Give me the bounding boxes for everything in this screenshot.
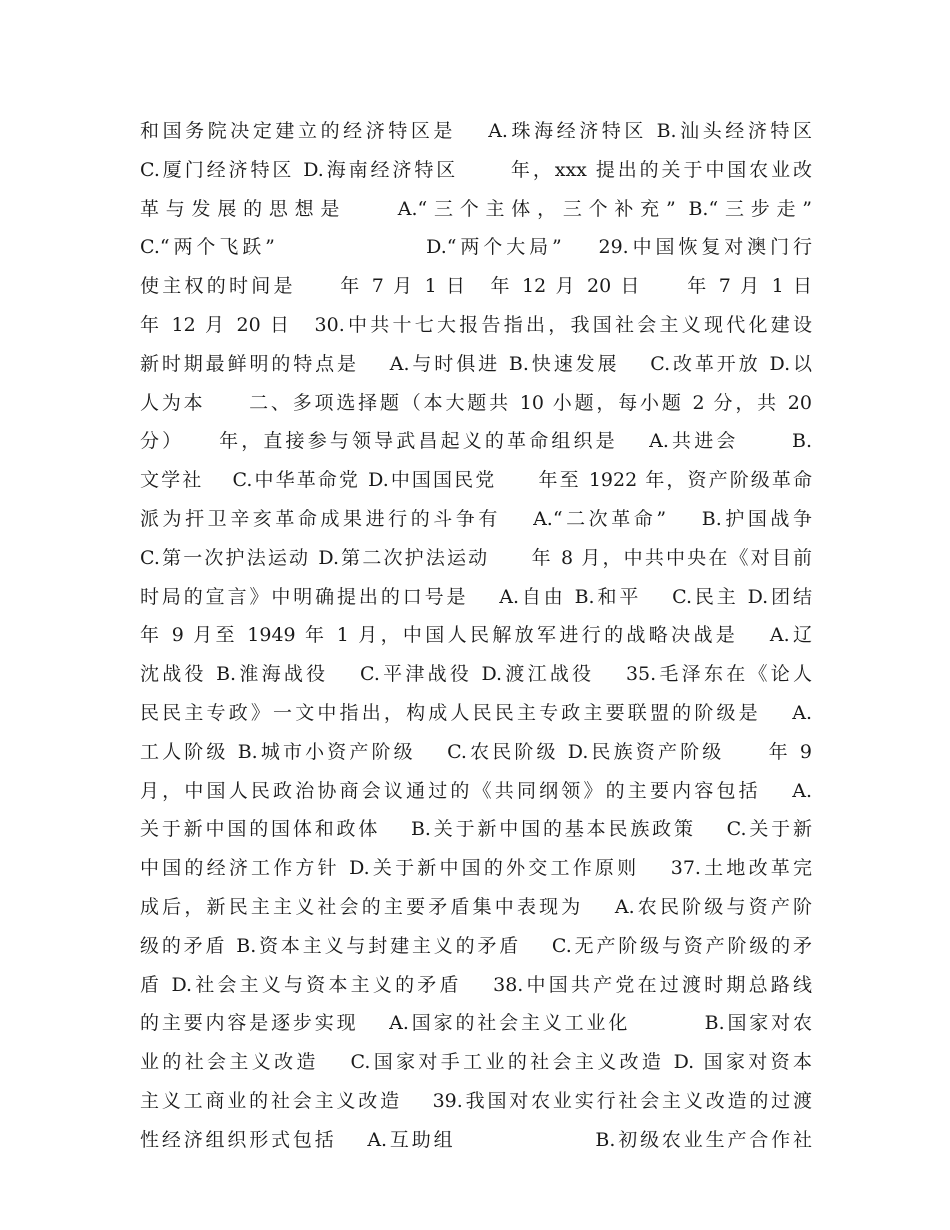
- text-line: 时局的宣言》中明确提出的口号是 A.自由 B.和平 C.民主 D.团结: [140, 585, 812, 608]
- text-line: 分） 年，直接参与领导武昌起义的革命组织是 A.共进会 B.: [140, 430, 812, 453]
- text-line: 新时期最鲜明的特点是 A.与时俱进 B.快速发展 C.改革开放 D.以: [140, 352, 812, 375]
- text-line: 主义工商业的社会主义改造 39.我国对农业实行社会主义改造的过渡: [140, 1089, 812, 1112]
- text-line: 盾 D.社会主义与资本主义的矛盾 38.中国共产党在过渡时期总路线: [140, 973, 812, 996]
- text-line: C.“两个飞跃” D.“两个大局” 29.中国恢复对澳门行: [140, 236, 812, 259]
- text-line: 和国务院决定建立的经济特区是 A.珠海经济特区 B.汕头经济特区: [140, 120, 812, 142]
- text-line: 中国的经济工作方针 D.关于新中国的外交工作原则 37.土地改革完: [140, 857, 812, 880]
- text-line: 工人阶级 B.城市小资产阶级 C.农民阶级 D.民族资产阶级 年 9: [140, 740, 812, 763]
- text-line: 年 9 月至 1949 年 1 月，中国人民解放军进行的战略决战是 A.辽: [140, 624, 812, 647]
- text-line: 使主权的时间是 年 7 月 1 日 年 12 月 20 日 年 7 月 1 日: [140, 275, 812, 298]
- text-line: 性经济组织形式包括 A.互助组 B.初级农业生产合作社: [140, 1128, 812, 1151]
- text-line: 沈战役 B.淮海战役 C.平津战役 D.渡江战役 35.毛泽东在《论人: [140, 663, 812, 686]
- body-text: [140, 112, 812, 1160]
- text-line: 关于新中国的国体和政体 B.关于新中国的基本民族政策 C.关于新: [140, 818, 812, 841]
- text-line: 级的矛盾 B.资本主义与封建主义的矛盾 C.无产阶级与资产阶级的矛: [140, 934, 812, 957]
- text-line: 成后，新民主主义社会的主要矛盾集中表现为 A.农民阶级与资产阶: [140, 895, 812, 918]
- text-line: C.厦门经济特区 D.海南经济特区 年，xxx 提出的关于中国农业改: [140, 158, 812, 181]
- text-line: 文学社 C.中华革命党 D.中国国民党 年至 1922 年，资产阶级革命: [140, 469, 812, 492]
- text-line: 派为扞卫辛亥革命成果进行的斗争有 A.“二次革命” B.护国战争: [140, 507, 812, 530]
- text-line: C.第一次护法运动 D.第二次护法运动 年 8 月，中共中央在《对目前: [140, 546, 812, 569]
- text-line: 业的社会主义改造 C.国家对手工业的社会主义改造 D. 国家对资本: [140, 1051, 812, 1074]
- text-line: 革与发展的思想是 A.“三个主体，三个补充” B.“三步走”: [140, 197, 812, 220]
- text-line: 月，中国人民政治协商会议通过的《共同纲领》的主要内容包括 A.: [140, 779, 812, 802]
- text-line: 人为本 二、多项选择题（本大题共 10 小题，每小题 2 分，共 20: [140, 391, 812, 414]
- text-line: 年 12 月 20 日 30.中共十七大报告指出，我国社会主义现代化建设: [140, 313, 812, 336]
- text-line: 民民主专政》一文中指出，构成人民民主专政主要联盟的阶级是 A.: [140, 701, 812, 724]
- text-line: 的主要内容是逐步实现 A.国家的社会主义工业化 B.国家对农: [140, 1012, 812, 1035]
